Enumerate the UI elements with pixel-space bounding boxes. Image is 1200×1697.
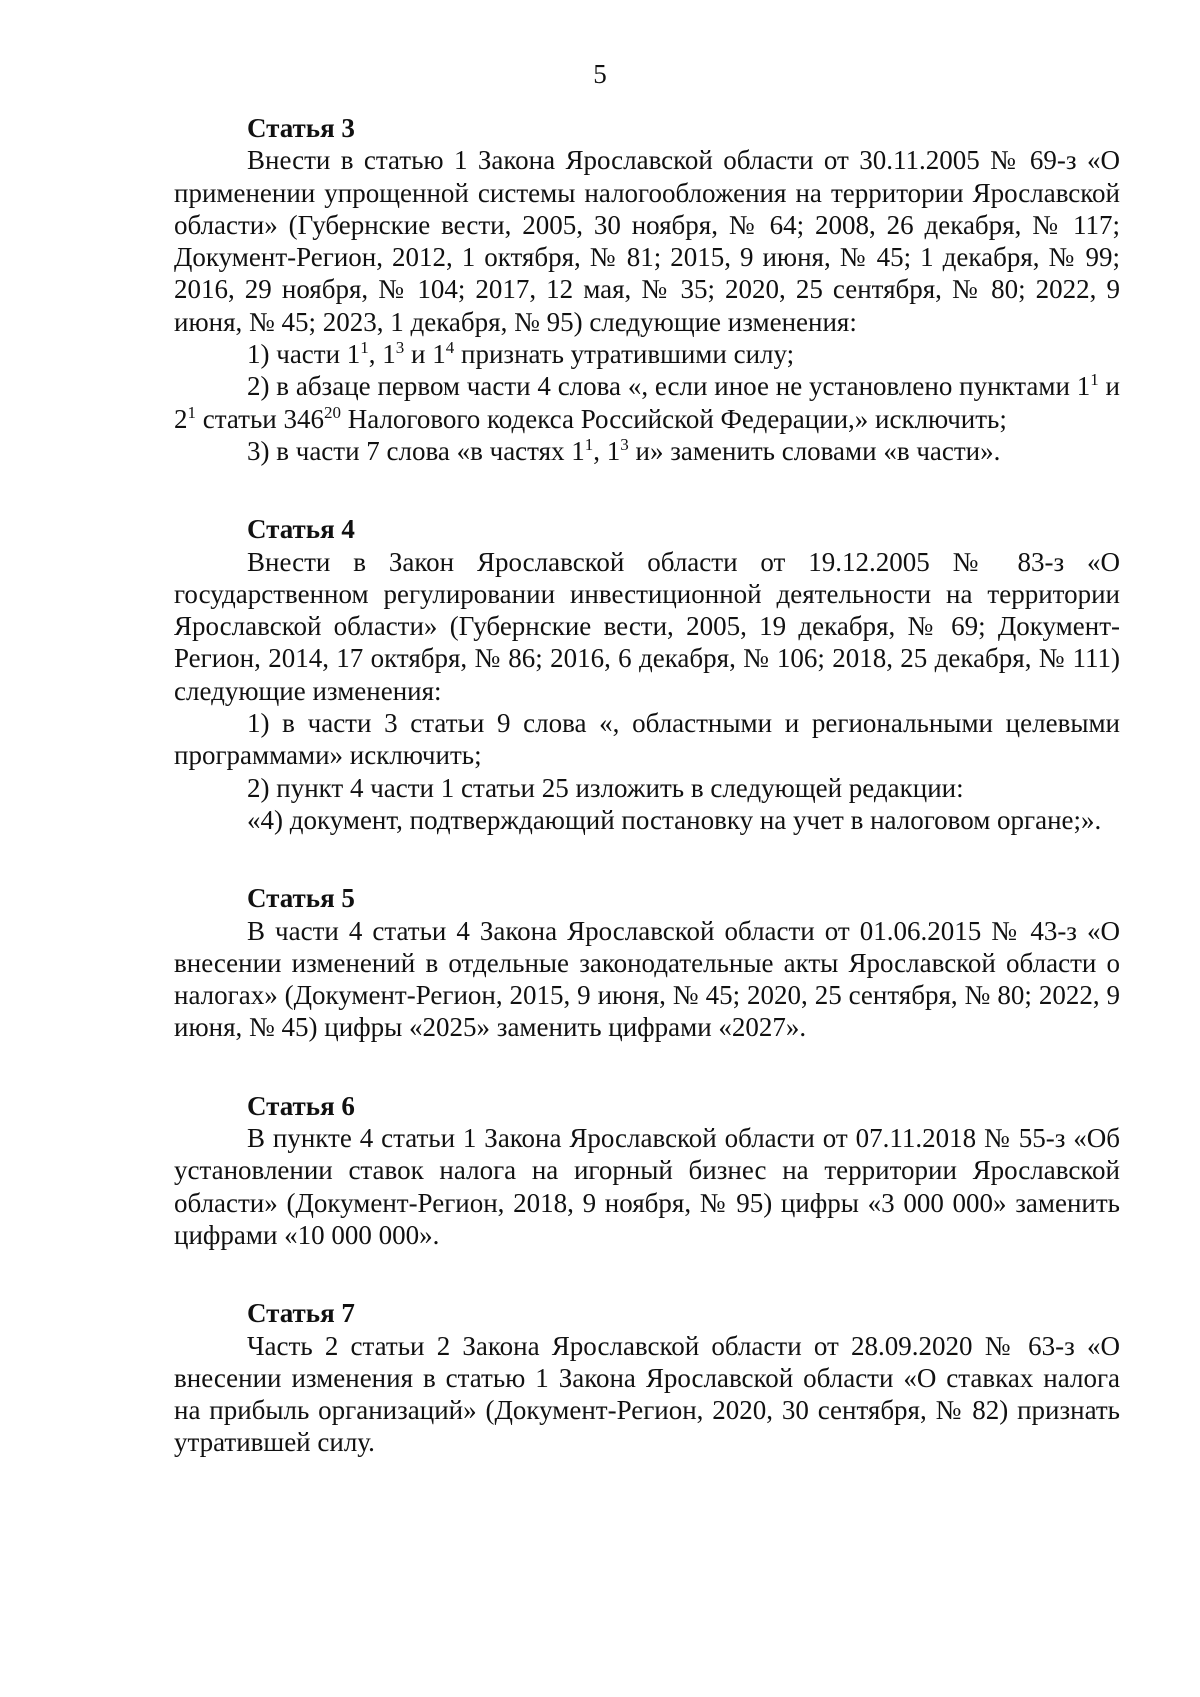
superscript: 3: [620, 434, 629, 454]
article-paragraph: [174, 804, 1120, 836]
superscript: 1: [360, 338, 369, 358]
article-heading: Статья 7: [247, 1298, 355, 1329]
article-7: [174, 1297, 1120, 1458]
superscript: 20: [323, 402, 341, 422]
article-heading: Статья 3: [247, 113, 355, 143]
text-run: и» заменить словами «в части».: [628, 435, 1001, 466]
text-run: В части 4 статьи 4 Закона Ярославской области от 01.06.2015 № 43-з «О внесении изменений в отдельные законодательные акты Ярославской области о налогах» (Документ-Регион, 2015, 9 июня, № 45; 2020, 25 сентября, № 80; 2022, 9 июня, № 45) цифры «2025» заменить цифрами «2027».: [174, 915, 1120, 1043]
article-paragraph: [174, 1122, 1120, 1251]
article-5: [174, 882, 1120, 1043]
text-run: В пункте 4 статьи 1 Закона Ярославской области от 07.11.2018 № 55-з «Об установлении ставок налога на игорный бизнес на территории Ярославской области» (Документ-Регион, 2018, 9 ноября, № 95) цифры «3 000 000» заменить цифрами «10 000 000».: [174, 1123, 1120, 1250]
text-run: Налогового кодекса Российской Федерации,» исключить;: [340, 403, 1007, 434]
article-6: [174, 1090, 1120, 1251]
superscript: 4: [445, 338, 455, 358]
superscript: 1: [187, 402, 196, 422]
superscript: 3: [395, 338, 405, 358]
text-run: 1) в части 3 статьи 9 слова «, областными и региональными целевыми программами» исключить;: [174, 708, 1120, 771]
article-heading: Статья 4: [247, 514, 355, 545]
article-4: [174, 513, 1120, 836]
article-heading: Статья 6: [247, 1090, 355, 1121]
article-paragraph: [174, 915, 1120, 1044]
text-run: статьи 346: [196, 403, 324, 434]
article-paragraph: [174, 435, 1120, 467]
superscript: 1: [584, 434, 594, 454]
text-run: 2) пункт 4 части 1 статьи 25 изложить в следующей редакции:: [247, 772, 964, 803]
text-run: 2) в абзаце первом части 4 слова «, если иное не установлено пунктами 1: [247, 371, 1091, 402]
text-run: и 2: [174, 371, 1120, 434]
page-number: 5: [593, 59, 607, 89]
text-run: 1) части 1: [247, 339, 361, 370]
text-run: , 1: [368, 339, 396, 370]
text-run: признать утратившими силу;: [454, 339, 795, 370]
text-run: 3) в части 7 слова «в частях 1: [247, 435, 585, 466]
article-paragraph: [174, 546, 1120, 707]
text-run: Внести в Закон Ярославской области от 19.12.2005 № 83-з «О государственном регулировании инвестиционной деятельности на территории Ярославской области» (Губернские вести, 2005, 19 декабря, № 69; Документ-Регион, 2014, 17 октября, № 86; 2016, 6 декабря, № 106; 2018, 25 декабря, № 111) следующие изменения:: [174, 546, 1120, 706]
article-paragraph: [174, 338, 1120, 370]
text-run: , 1: [593, 435, 621, 466]
article-paragraph: [174, 772, 1120, 804]
article-paragraph: [174, 370, 1120, 435]
article-heading: Статья 5: [247, 883, 355, 914]
text-run: Часть 2 статьи 2 Закона Ярославской области от 28.09.2020 № 63-з «О внесении изменения в статью 1 Закона Ярославской области «О ставках налога на прибыль организаций» (Документ-Регион, 2020, 30 сентября, № 82) признать утратившей силу.: [174, 1330, 1120, 1458]
text-run: «4) документ, подтверждающий постановку на учет в налоговом органе;».: [247, 804, 1102, 835]
article-paragraph: [174, 1330, 1120, 1459]
article-paragraph: [174, 144, 1120, 338]
superscript: 1: [1090, 370, 1099, 390]
article-paragraph: [174, 707, 1120, 772]
document-body: [174, 112, 1120, 1505]
article-3: [174, 112, 1120, 467]
text-run: и 1: [404, 339, 446, 370]
text-run: Внести в статью 1 Закона Ярославской области от 30.11.2005 № 69-з «О применении упрощенной системы налогообложения на территории Ярославской области» (Губернские вести, 2005, 30 ноября, № 64; 2008, 26 декабря, № 117; Документ-Регион, 2012, 1 октября, № 81; 2015, 9 июня, № 45; 1 декабря, № 99; 2016, 29 ноября, № 104; 2017, 12 мая, № 35; 2020, 25 сентября, № 80; 2022, 9 июня, № 45; 2023, 1 декабря, № 95) следующие изменения:: [174, 145, 1120, 337]
